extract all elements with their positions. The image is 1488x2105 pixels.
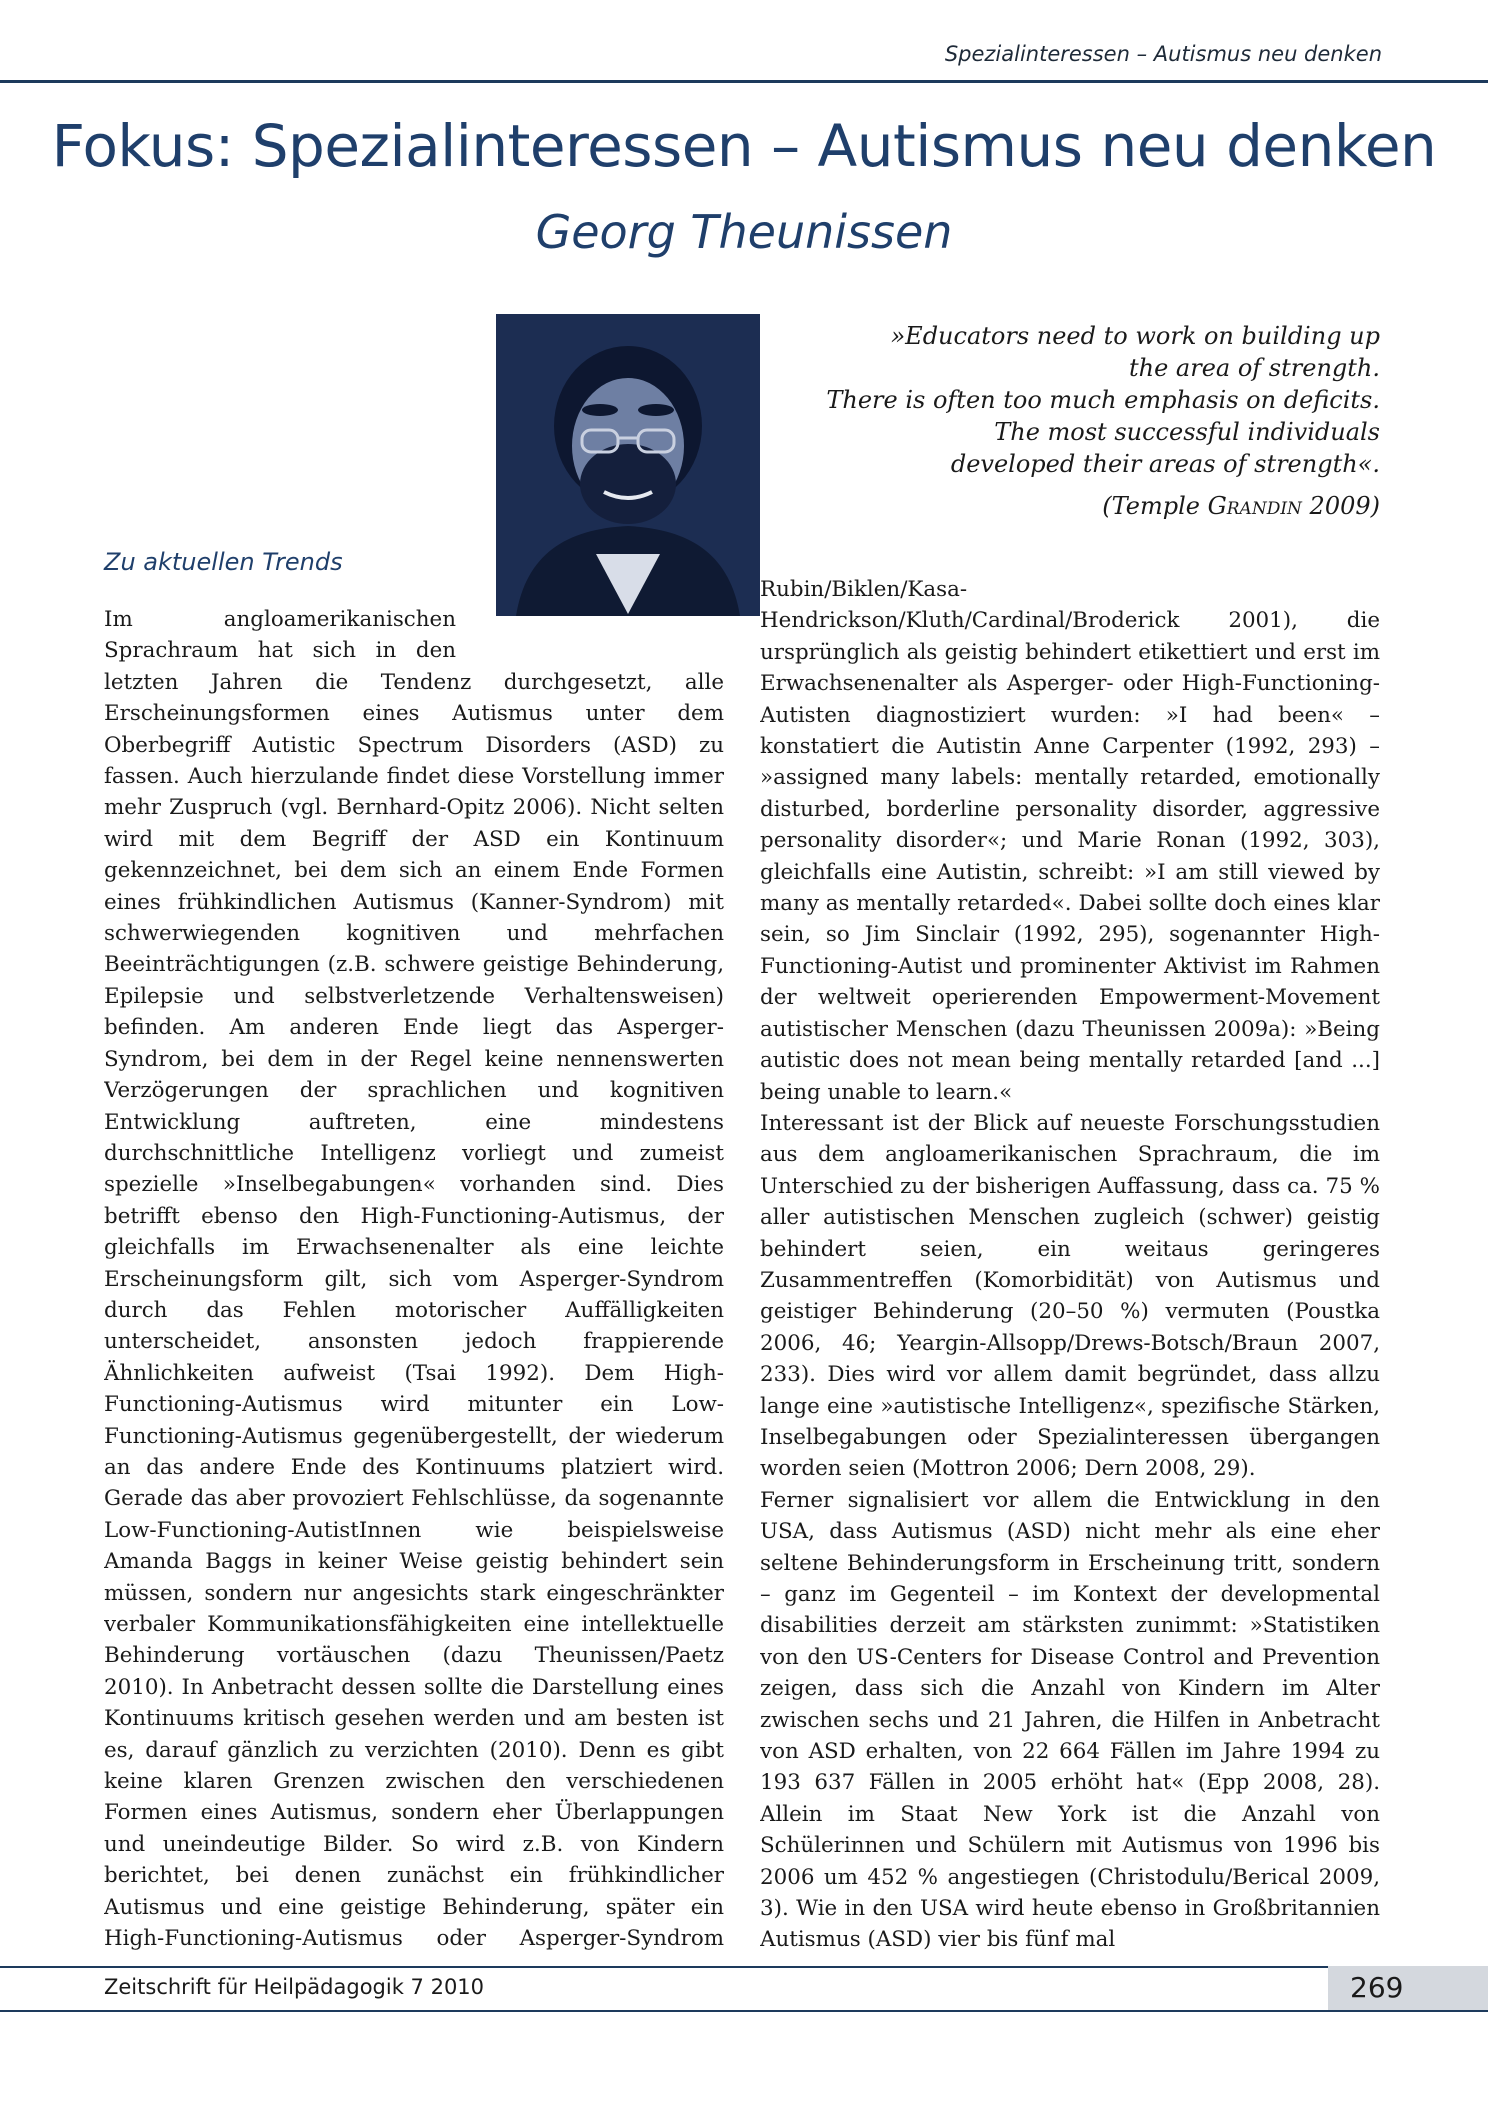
epigraph-line: developed their areas of strength«. [950, 450, 1380, 478]
body-paragraph: Interessant ist der Blick auf neueste Forschungsstudien aus dem angloamerikanischen Sprachraum, die im Unterschied zu der bisherigen Auffassung, dass ca. 75 % aller autistischen Menschen zugleich (schwer) geistig behindert seien, ein weitaus geringeres Zusammentreffen (Komorbidität) von Autismus und geistiger Behinderung (20–50 %) vermuten (Poustka 2006, 46; Yeargin-Allsopp/Drews-Botsch/Braun 2007, 233). Dies wird vor allem damit begründet, dass allzu lange eine »autistische Intelligenz«, spezifische Stärken, Inselbegabungen oder Spezialinteressen übergangen worden seien (Mottron 2006; Dern 2008, 29). [760, 1110, 1380, 1482]
journal-reference: Zeitschrift für Heilpädagogik 7 2010 [104, 1975, 485, 1999]
body-paragraph: Im angloamerikanischen Sprachraum hat sich in den letzten Jahren die Tendenz durchgesetzt, alle Erscheinungsformen eines Autismus unter dem Oberbegriff Autistic Spectrum Disorders (ASD) zu fassen. Auch hierzulande findet diese Vorstellung immer mehr Zuspruch (vgl. Bernhard-Opitz 2006). Nicht selten wird mit dem Begriff der ASD ein Kontinuum gekennzeichnet, bei dem sich an einem Ende Formen eines frühkindlichen Autismus (Kanner-Syndrom) mit schwerwiegenden kognitiven und mehrfachen Beeinträchtigungen (z.B. schwere geistige Behinderung, Epilepsie und selbstverletzende Verhaltensweisen) befinden. Am anderen Ende liegt das Asperger-Syndrom, bei dem in der Regel keine nennenswerten Verzögerungen der sprachlichen und kognitiven Entwicklung auftreten, eine mindestens durchschnittliche Intelligenz vorliegt und zumeist spezielle »Inselbegabungen« vorhanden sind. Dies betrifft ebenso den High-Functioning-Autismus, der gleichfalls im Erwachsenenalter als eine leichte Erscheinungsform gilt, sich vom Asperger-Syndrom durch das Fehlen motorischer Auffälligkeiten unterscheidet, ansonsten jedoch frappierende Ähnlichkeiten aufweist (Tsai 1992). Dem High-Functioning-Autismus wird mitunter ein Low-Functioning-Autismus gegenübergestellt, der wiederum an das andere Ende des Kontinuums platziert wird. Gerade das aber provoziert Fehlschlüsse, da sogenannte Low-Functioning-AutistInnen wie beispielsweise Amanda Baggs in keiner Weise geistig behindert sein müssen, sondern nur angesichts stark eingeschränkter verbaler Kommunikationsfähigkeiten eine intellektuelle Behinderung vortäuschen (dazu Theunissen/Paetz 2010). In Anbetracht dessen sollte die Darstellung eines Kontinuums kritisch gesehen werden und am besten ist es, darauf gänzlich zu verzichten (2010). Denn es gibt keine klaren Grenzen zwischen den verschiedenen Formen eines Autismus, sondern eher Überlappungen und uneindeutige Bilder. So wird z.B. von Kindern berichtet, bei denen zunächst ein frühkindlicher Autismus und eine geistige Behinderung, später ein High-Functioning-Autismus oder Asperger-Syndrom [104, 607, 724, 1952]
body-column-left [104, 604, 724, 1956]
footer-rule [0, 1966, 1488, 1968]
page-number-box [1328, 1966, 1488, 2010]
epigraph-source: (Temple Grandin 2009) [1102, 492, 1380, 520]
body-column-right [760, 574, 1380, 1956]
page-number: 269 [1350, 1971, 1404, 2004]
article-title: Fokus: Spezialinteressen – Autismus neu denken [51, 112, 1437, 180]
article-author: Georg Theunissen [535, 205, 953, 259]
author-portrait-image [496, 314, 760, 616]
running-header: Spezialinteressen – Autismus neu denken [944, 42, 1382, 66]
epigraph-line: the area of strength. [1128, 354, 1380, 382]
body-paragraph: Ferner signalisiert vor allem die Entwicklung in den USA, dass Autismus (ASD) nicht mehr als eine eher seltene Behinderungsform in Erscheinung tritt, sondern – ganz im Gegenteil – im Kontext der developmental disabilities derzeit am stärksten zunimmt: »Statistiken von den US-Centers for Disease Control and Prevention zeigen, dass sich die Anzahl von Kindern im Alter zwischen sechs und 21 Jahren, die Hilfen in Anbetracht von ASD erhalten, von 22 664 Fällen im Jahre 1994 zu 193 637 Fällen in 2005 erhöht hat« (Epp 2008, 28). Allein im Staat New York ist die Anzahl von Schülerinnen und Schülern mit Autismus von 1996 bis 2006 um 452 % angestiegen (Christodulu/Berical 2009, 3). Wie in den USA wird heute ebenso in Großbritannien Autismus (ASD) vier bis fünf mal [760, 1487, 1380, 1953]
epigraph-line: There is often too much emphasis on deficits. [826, 386, 1380, 414]
author-photo [496, 314, 760, 616]
bottom-rule [0, 2010, 1488, 2012]
section-heading: Zu aktuellen Trends [104, 548, 343, 576]
epigraph-line: »Educators need to work on building up [890, 322, 1380, 350]
epigraph-quote [820, 320, 1380, 522]
epigraph-line: The most successful individuals [994, 418, 1380, 446]
body-paragraph: Rubin/Biklen/Kasa-Hendrickson/Kluth/Cardinal/Broderick 2001), die ursprünglich als geistig behindert etikettiert und erst im Erwachsenenalter als Asperger- oder High-Functioning-Autisten diagnostiziert wurden: »I had been« – konstatiert die Autistin Anne Carpenter (1992, 293) – »assigned many labels: mentally retarded, emotionally disturbed, borderline personality disorder, aggressive personality disorder«; und Marie Ronan (1992, 303), gleichfalls eine Autistin, schreibt: »I am still viewed by many as mentally retarded«. Dabei sollte doch eines klar sein, so Jim Sinclair (1992, 295), sogenannter High-Functioning-Autist und prominenter Aktivist im Rahmen der weltweit operierenden Empowerment-Movement autistischer Menschen (dazu Theunissen 2009a): »Being autistic does not mean being mentally retarded [and ...] being unable to learn.« [760, 577, 1380, 1105]
header-rule [0, 80, 1488, 83]
